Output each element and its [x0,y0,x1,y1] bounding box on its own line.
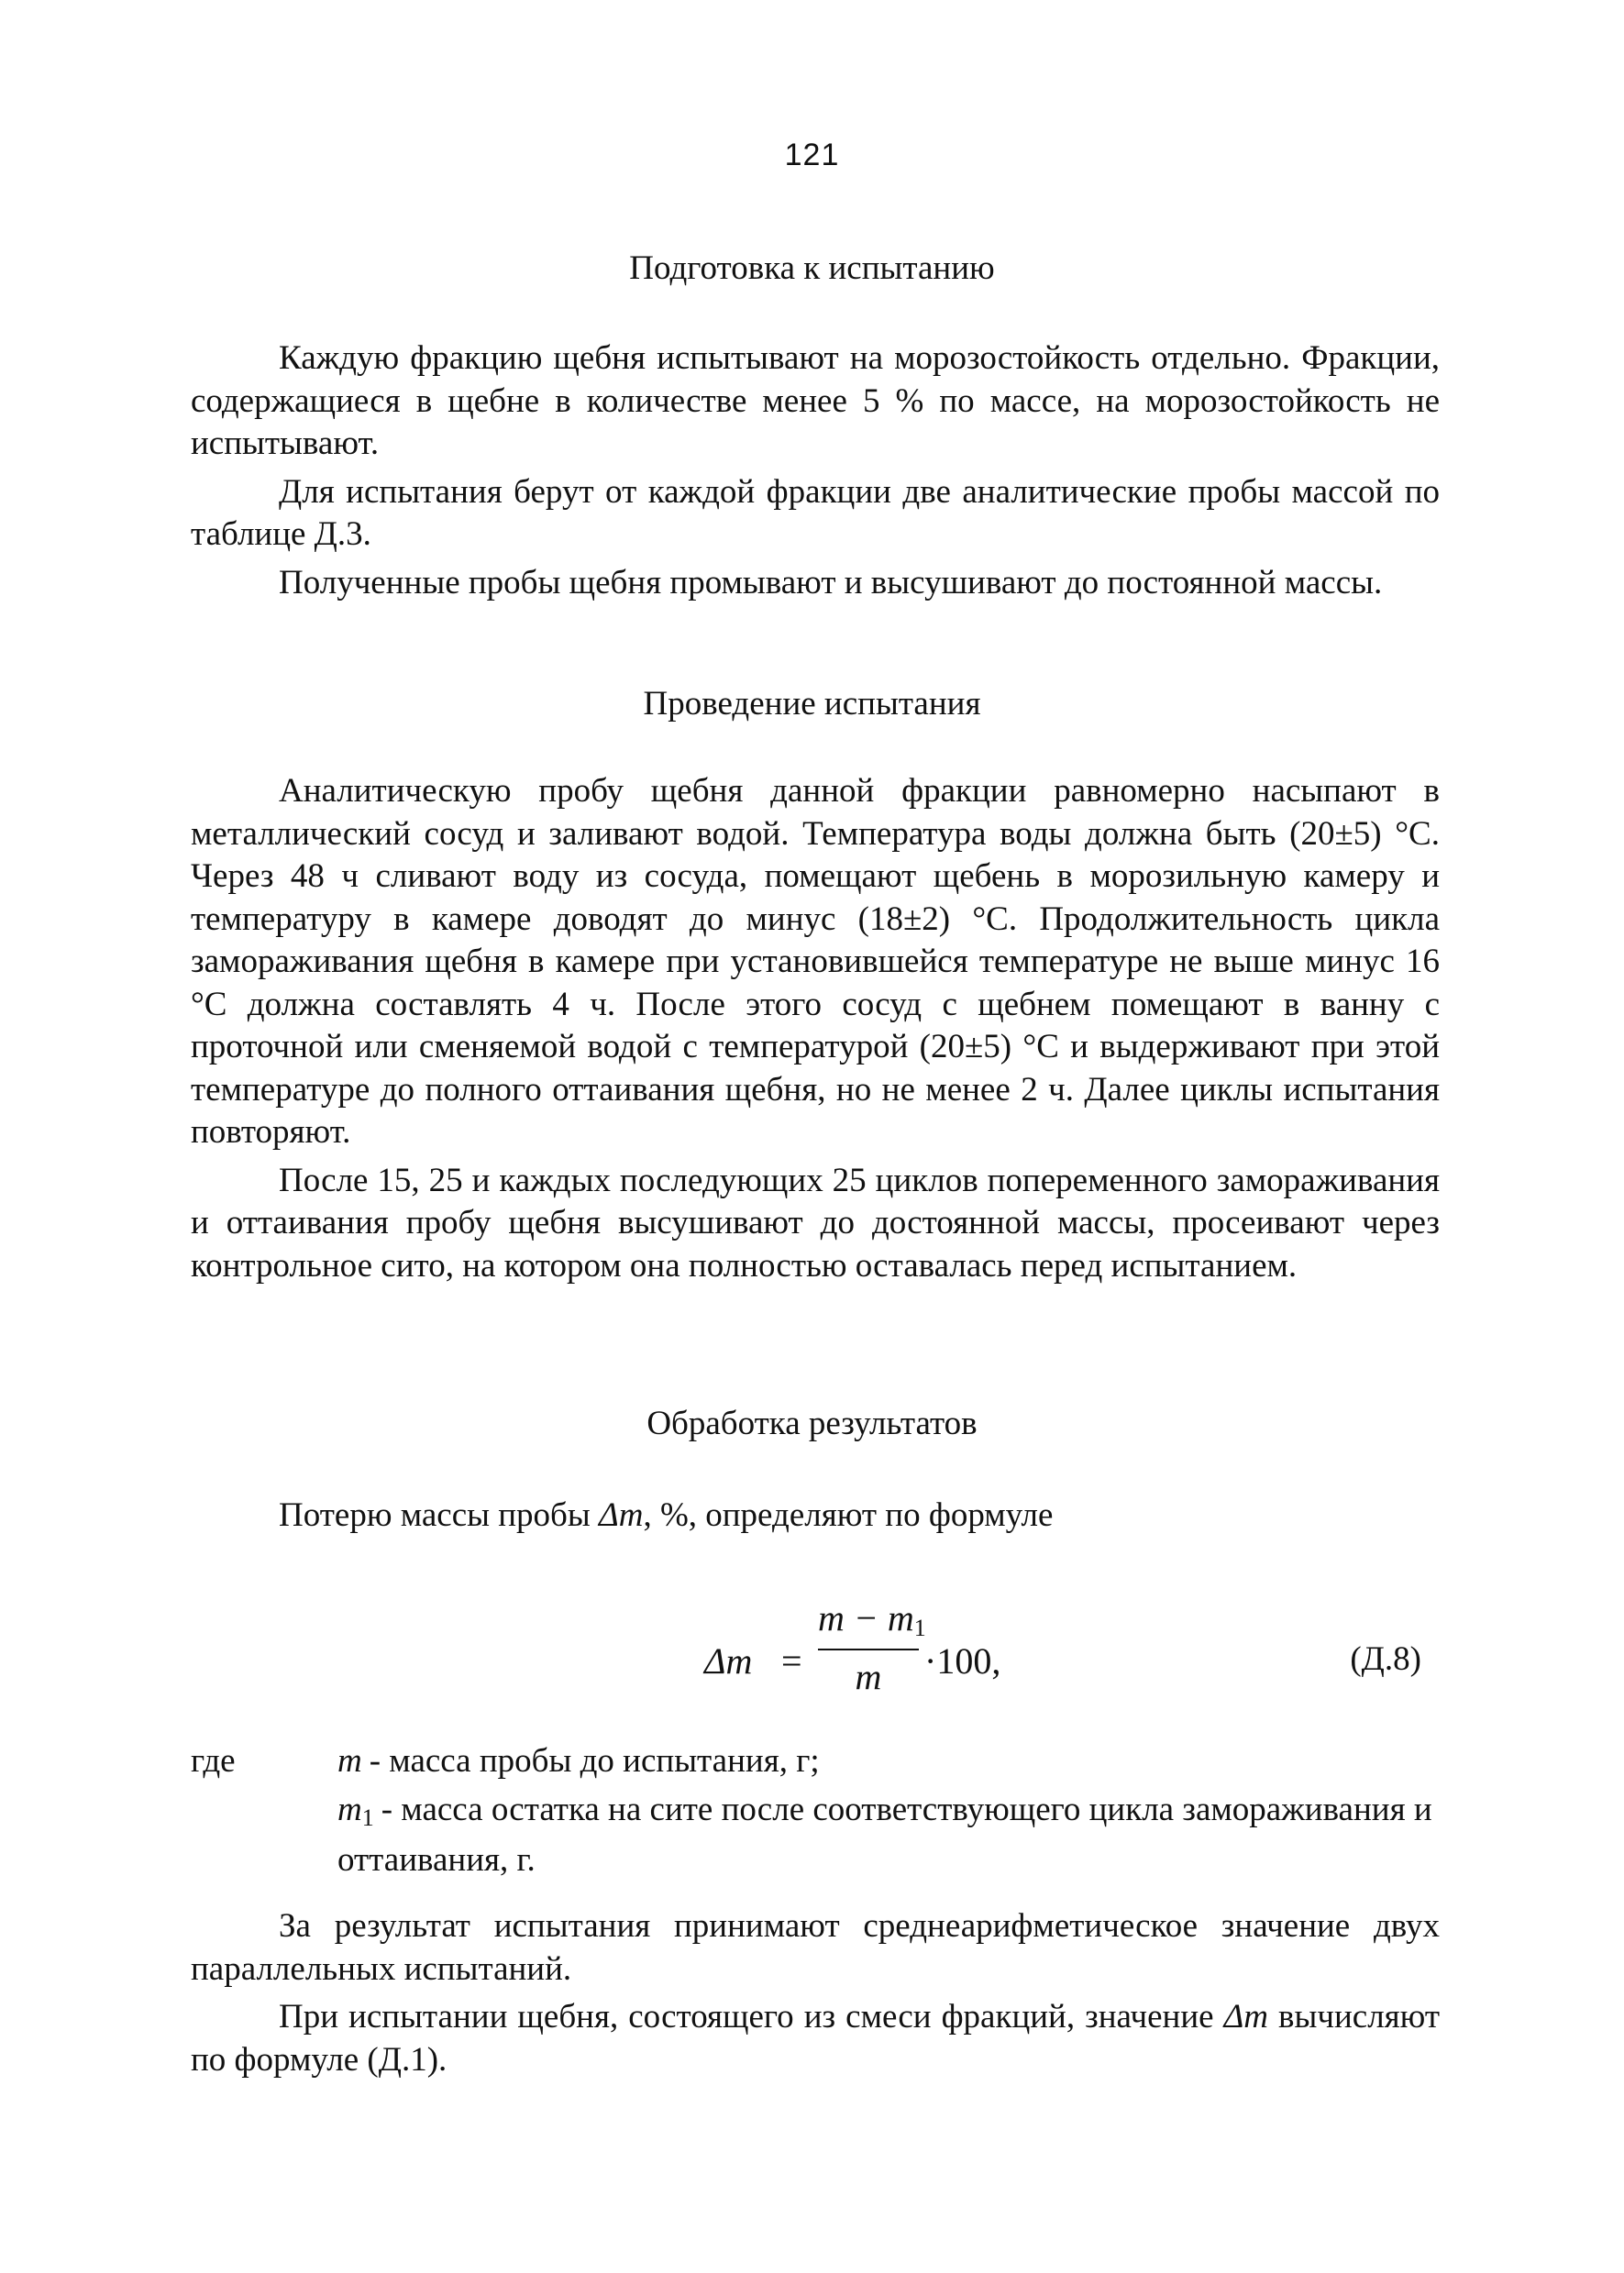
legend-where: где [191,1742,236,1780]
legend-symbol-m1-base: m [337,1790,362,1828]
formula-numerator [818,1595,926,1641]
page-number: 121 [784,138,840,172]
formula-legend [191,1740,1440,1882]
legend-text-m: - масса пробы до испытания, г; [369,1742,820,1780]
paragraph: Полученные пробы щебня промывают и высушивают до постоянной массы. [279,563,1383,601]
legend-row-m1 [191,1789,1440,1882]
p2-text: При испытании щебня, состоящего из смеси фракций, значение [279,1998,1224,2036]
formula-d8 [191,1595,1440,1724]
section-procedure [191,770,1440,1293]
formula-multiplier: ·100, [924,1640,1001,1682]
heading-results: Обработка результатов [646,1405,978,1442]
p2-text-end: вычисляют по формуле (Д.1). [191,1998,1441,2079]
intro-text: Потерю массы пробы [279,1496,599,1534]
numerator-subscript: 1 [913,1615,926,1641]
intro-text-end: , %, определяют по формуле [643,1496,1054,1534]
formula-denominator: m [855,1656,882,1697]
paragraph [191,1996,1440,2081]
fraction-bar [818,1649,919,1650]
legend-symbol-m1 [337,1790,374,1831]
heading-preparation: Подготовка к испытанию [629,249,995,287]
delta-m-symbol: Δm [599,1496,644,1534]
paragraph: После 15, 25 и каждых последующих 25 циклов попеременного замораживания и оттаивания пробу щебня высушивают до достоянной массы, просеивают через контрольное сито, на котором она полностью оставалась перед испытанием. [191,1161,1440,1285]
formula-equals: = [781,1640,802,1682]
legend-symbol-m: m [337,1742,362,1780]
paragraph: Для испытания берут от каждой фракции две аналитические пробы массой по таблице Д.3. [191,472,1440,553]
paragraph: Аналитическую пробу щебня данной фракции равномерно насыпают в металлический сосуд и заливают водой. Температура воды должна быть (20±5) °С. Через 48 ч сливают воду из сосуда, помещают щебень в морозильную камеру и температуру в камере доводят до минус (18±2) °С. Продолжительность цикла замораживания щебня в камере при установившейся температуре не выше минус 16 °С должна составлять 4 ч. После этого сосуд с щебнем помещают в ванну с проточной или сменяемой водой с температурой (20±5) °С и выдерживают при этой температуре до полного оттаивания щебня, но не менее 2 ч. Далее циклы испытания повторяют. [191,772,1440,1151]
legend-symbol-m1-sub: 1 [361,1804,374,1831]
numerator-text: m − m [818,1597,914,1639]
legend-row-m [191,1740,1440,1783]
paragraph [191,1495,1440,1538]
formula-lhs: Δm [704,1640,753,1682]
results-intro [191,1495,1440,1538]
legend-text-m1: - масса остатка на сите после соответствующего цикла замораживания и оттаивания, г. [337,1790,1432,1879]
section-preparation [191,337,1440,610]
equation-number: (Д.8) [1350,1640,1421,1678]
delta-m-symbol: Δm [1223,1998,1269,2036]
heading-procedure: Проведение испытания [643,685,981,723]
section-results-conclusion [191,1905,1440,2087]
formula-fraction [818,1595,926,1700]
paragraph: За результат испытания принимают среднеарифметическое значение двух параллельных испытаний. [191,1907,1440,1988]
paragraph: Каждую фракцию щебня испытывают на морозостойкость отдельно. Фракции, содержащиеся в щебне в количестве менее 5 % по массе, на морозостойкость не испытывают. [191,339,1440,462]
